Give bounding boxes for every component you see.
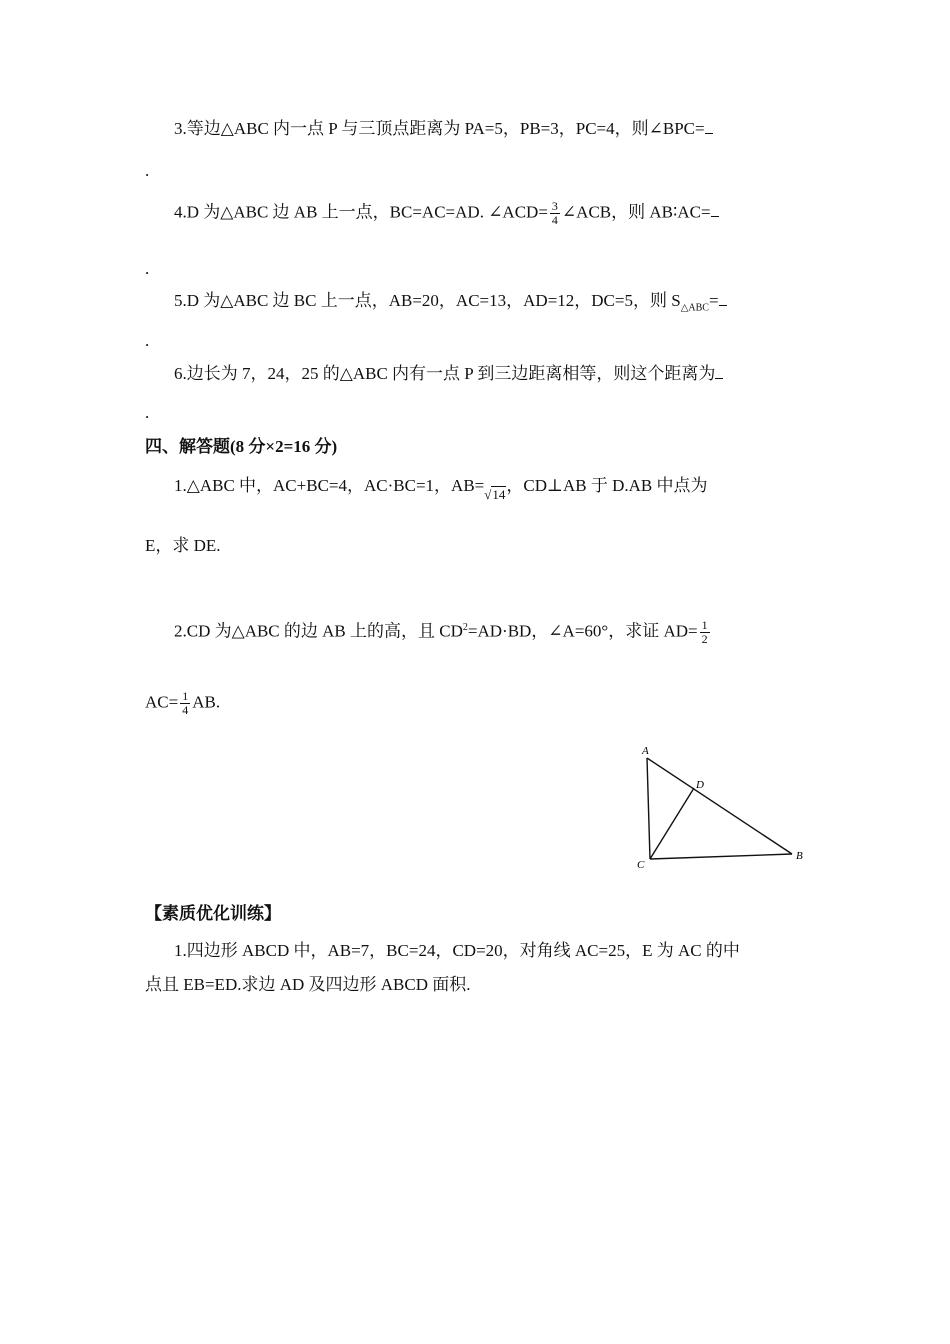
segment-CD bbox=[650, 788, 694, 859]
answer-blank bbox=[719, 293, 727, 306]
quality-problem-line1: 1.四边形 ABCD 中，AB=7，BC=24，CD=20，对角线 AC=25，E 为 AC 的中 bbox=[174, 941, 740, 960]
label-A: A bbox=[642, 745, 649, 757]
problem-1-line2: E，求 DE. bbox=[145, 536, 221, 555]
label-B: B bbox=[796, 850, 803, 862]
question-5-end: . bbox=[145, 331, 150, 350]
section-title: 四、解答题(8 分×2=16 分) bbox=[145, 437, 338, 456]
side-AC bbox=[647, 758, 650, 859]
answer-blank bbox=[705, 121, 713, 134]
label-C: C bbox=[637, 859, 645, 871]
problem-2-line2: AC= $\frac{1}{4}$ AB. bbox=[145, 689, 221, 717]
triangle-figure bbox=[632, 742, 812, 872]
problem-2: 2.CD 为△ABC 的边 AB 上的高，且 $CD^2=AD\cdot BD$，∠A=60°，求证 AD= $\frac{1}{2}$ bbox=[174, 618, 708, 647]
question-6: 6.边长为 7，24，25 的△ABC 内有一点 P 到三边距离相等，则这个距离为 bbox=[174, 363, 723, 385]
problem-1: 1.△ABC 中，AC+BC=4，AC·BC=1，AB=√14，CD⊥AB 于 D.AB 中点为 bbox=[174, 475, 708, 506]
question-4: 4.D 为△ABC 边 AB 上一点，BC=AC=AD. ∠ACD= $\frac{3}{4}$ ∠ACB，则 AB∶AC= bbox=[174, 200, 719, 227]
quality-problem-line2: 点且 EB=ED.求边 AD 及四边形 ABCD 面积. bbox=[145, 975, 471, 994]
sqrt-14: √14 bbox=[484, 487, 506, 502]
question-5: 5.D 为△ABC 边 BC 上一点，AB=20，AC=13，AD=12，DC=5，则 $S_{\triangle ABC}=$ bbox=[174, 290, 727, 319]
answer-blank bbox=[711, 204, 719, 217]
side-AB bbox=[647, 758, 792, 854]
answer-blank bbox=[715, 366, 723, 379]
label-D: D bbox=[696, 779, 704, 791]
fraction-3-4: $\frac{3}{4}$ bbox=[551, 199, 558, 227]
question-4-end: . bbox=[145, 259, 150, 278]
quality-training-title: 【素质优化训练】 bbox=[145, 904, 281, 923]
fraction-1-2: $\frac{1}{2}$ bbox=[701, 618, 708, 647]
question-6-end: . bbox=[145, 403, 150, 422]
side-CB bbox=[650, 854, 792, 859]
fraction-1-4: $\frac{1}{4}$ bbox=[182, 689, 189, 717]
question-3: 3.等边△ABC 内一点 P 与三顶点距离为 PA=5，PB=3，PC=4，则∠BPC= bbox=[174, 118, 713, 140]
question-3-end: . bbox=[145, 161, 150, 180]
